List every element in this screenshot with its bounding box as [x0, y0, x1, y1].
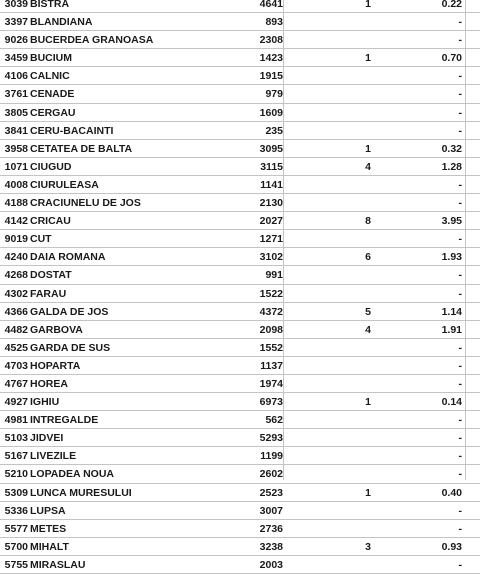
row-rate: 1.14 — [441, 305, 462, 318]
row-rate: - — [458, 178, 462, 191]
row-population: 893 — [265, 16, 283, 29]
row-code: 9019 — [4, 233, 28, 246]
row-rate: - — [458, 233, 462, 246]
row-locality-name: BISTRA — [30, 0, 70, 10]
row-population: 2130 — [259, 197, 283, 210]
table-row[interactable] — [0, 502, 480, 520]
row-population: 2003 — [259, 558, 283, 571]
row-code: 1071 — [4, 160, 28, 173]
table-row[interactable] — [0, 13, 480, 31]
row-cases: 1 — [365, 0, 371, 10]
row-rate: - — [458, 432, 462, 445]
row-code: 4142 — [4, 215, 28, 228]
row-locality-name: INTREGALDE — [30, 414, 99, 427]
row-population: 1974 — [259, 377, 283, 390]
row-rate: - — [458, 450, 462, 463]
row-locality-name: HOPARTA — [30, 359, 81, 372]
row-population: 979 — [265, 88, 283, 101]
row-cases: 8 — [365, 215, 371, 228]
row-rate: 0.40 — [441, 486, 462, 499]
table-row[interactable] — [0, 31, 480, 49]
row-code: 4927 — [4, 396, 28, 409]
table-row[interactable] — [0, 411, 480, 429]
row-rate: 1.93 — [441, 251, 462, 264]
row-locality-name: CRACIUNELU DE JOS — [30, 197, 141, 210]
row-code: 3761 — [4, 88, 28, 101]
table-row[interactable] — [0, 357, 480, 375]
row-rate: - — [458, 269, 462, 282]
row-cases: 4 — [365, 323, 371, 336]
row-cases: 5 — [365, 305, 371, 318]
row-locality-name: CENADE — [30, 88, 75, 101]
row-population: 1199 — [260, 450, 283, 463]
row-population: 5293 — [259, 432, 283, 445]
row-rate: - — [458, 468, 462, 481]
table-row[interactable] — [0, 465, 480, 483]
table-row[interactable] — [0, 158, 480, 176]
row-locality-name: CETATEA DE BALTA — [30, 142, 133, 155]
row-code: 5755 — [4, 558, 28, 571]
row-locality-name: CERU-BACAINTI — [30, 124, 114, 137]
row-code: 4302 — [4, 287, 28, 300]
table-row[interactable] — [0, 393, 480, 411]
row-rate: 0.22 — [441, 0, 462, 10]
row-rate: - — [458, 287, 462, 300]
row-code: 4188 — [4, 197, 28, 210]
row-cases: 6 — [365, 251, 371, 264]
row-rate: - — [458, 88, 462, 101]
row-population: 4372 — [259, 305, 283, 318]
row-rate: 0.32 — [441, 142, 462, 155]
row-rate: - — [458, 34, 462, 47]
row-locality-name: DOSTAT — [30, 269, 72, 282]
table-row[interactable] — [0, 339, 480, 357]
row-code: 5577 — [4, 522, 28, 535]
row-locality-name: BUCERDEA GRANOASA — [30, 34, 154, 47]
row-locality-name: CIURULEASA — [30, 178, 99, 191]
table-row[interactable] — [0, 484, 480, 502]
row-rate: - — [458, 414, 462, 427]
row-locality-name: CERGAU — [30, 106, 76, 119]
row-cases: 4 — [365, 160, 371, 173]
row-code: 4525 — [4, 341, 28, 354]
row-rate: - — [458, 16, 462, 29]
row-code: 5309 — [4, 486, 28, 499]
table-row[interactable] — [0, 321, 480, 339]
row-population: 4641 — [259, 0, 283, 10]
row-code: 3459 — [4, 52, 28, 65]
row-code: 4366 — [4, 305, 28, 318]
row-rate: 1.28 — [441, 160, 462, 173]
row-rate: - — [458, 558, 462, 571]
row-population: 3095 — [259, 142, 283, 155]
row-population: 1141 — [260, 178, 283, 191]
row-code: 5336 — [4, 504, 28, 517]
row-population: 1522 — [259, 287, 283, 300]
row-locality-name: LUNCA MURESULUI — [30, 486, 132, 499]
row-cases: 1 — [365, 142, 371, 155]
row-population: 2027 — [259, 215, 283, 228]
row-rate: 0.14 — [441, 396, 462, 409]
row-locality-name: LUPSA — [30, 504, 66, 517]
row-rate: - — [458, 359, 462, 372]
row-locality-name: DAIA ROMANA — [30, 251, 106, 264]
row-population: 1271 — [259, 233, 283, 246]
table-row[interactable] — [0, 556, 480, 574]
row-code: 4981 — [4, 414, 28, 427]
row-locality-name: CIUGUD — [30, 160, 72, 173]
row-code: 4008 — [4, 178, 28, 191]
table-row[interactable] — [0, 230, 480, 248]
row-locality-name: LOPADEA NOUA — [30, 468, 114, 481]
table-row[interactable] — [0, 303, 480, 321]
row-code: 4240 — [4, 251, 28, 264]
row-rate: - — [458, 106, 462, 119]
table-row[interactable] — [0, 212, 480, 230]
row-locality-name: BUCIUM — [30, 52, 72, 65]
row-population: 2736 — [259, 522, 283, 535]
row-rate: 0.93 — [441, 540, 462, 553]
row-code: 3397 — [4, 16, 28, 29]
row-locality-name: CRICAU — [30, 215, 71, 228]
table-row[interactable] — [0, 122, 480, 140]
table-row[interactable] — [0, 194, 480, 212]
row-rate: - — [458, 197, 462, 210]
row-population: 2098 — [259, 323, 283, 336]
row-population: 562 — [265, 414, 283, 427]
row-code: 5103 — [4, 432, 28, 445]
row-population: 1915 — [259, 70, 283, 83]
row-rate: - — [458, 504, 462, 517]
row-population: 3102 — [259, 251, 283, 264]
row-population: 3007 — [259, 504, 283, 517]
row-locality-name: FARAU — [30, 287, 67, 300]
row-population: 2308 — [259, 34, 283, 47]
row-rate: - — [458, 522, 462, 535]
row-cases: 1 — [365, 396, 371, 409]
table-row[interactable] — [0, 49, 480, 67]
row-population: 3115 — [260, 160, 283, 173]
row-locality-name: GALDA DE JOS — [30, 305, 109, 318]
row-code: 4482 — [4, 323, 28, 336]
row-rate: 3.95 — [441, 215, 462, 228]
table-row[interactable] — [0, 67, 480, 85]
row-code: 3805 — [4, 106, 28, 119]
row-rate: - — [458, 124, 462, 137]
row-code: 5167 — [4, 450, 28, 463]
row-code: 3039 — [4, 0, 28, 10]
row-population: 2602 — [259, 468, 283, 481]
table-row[interactable] — [0, 538, 480, 556]
row-population: 3238 — [259, 540, 283, 553]
row-locality-name: CUT — [30, 233, 52, 246]
table-row[interactable] — [0, 520, 480, 538]
row-code: 4268 — [4, 269, 28, 282]
row-locality-name: MIRASLAU — [30, 558, 86, 571]
row-cases: 1 — [365, 52, 371, 65]
row-locality-name: METES — [30, 522, 67, 535]
row-population: 1609 — [259, 106, 283, 119]
table-row[interactable] — [0, 375, 480, 393]
table-row[interactable] — [0, 140, 480, 158]
row-cases: 1 — [365, 486, 371, 499]
table-row[interactable] — [0, 248, 480, 266]
row-population: 1423 — [259, 52, 283, 65]
table-row[interactable] — [0, 266, 480, 284]
row-population: 6973 — [259, 396, 283, 409]
row-locality-name: HOREA — [30, 377, 68, 390]
row-locality-name: BLANDIANA — [30, 16, 93, 29]
row-code: 3958 — [4, 142, 28, 155]
row-locality-name: GARDA DE SUS — [30, 341, 111, 354]
row-code: 4106 — [4, 70, 28, 83]
row-rate: 0.70 — [441, 52, 462, 65]
row-code: 9026 — [4, 34, 28, 47]
table-row[interactable] — [0, 176, 480, 194]
table-row[interactable] — [0, 104, 480, 122]
row-code: 4767 — [4, 377, 28, 390]
table-row[interactable] — [0, 285, 480, 303]
row-rate: - — [458, 377, 462, 390]
row-rate: - — [458, 70, 462, 83]
row-locality-name: LIVEZILE — [30, 450, 77, 463]
row-code: 3841 — [4, 124, 28, 137]
row-code: 4703 — [4, 359, 28, 372]
row-population: 235 — [265, 124, 283, 137]
row-code: 5700 — [4, 540, 28, 553]
row-locality-name: JIDVEI — [30, 432, 64, 445]
row-rate: - — [458, 341, 462, 354]
row-population: 1137 — [260, 359, 283, 372]
table-row[interactable] — [0, 85, 480, 103]
row-population: 2523 — [259, 486, 283, 499]
row-locality-name: IGHIU — [30, 396, 60, 409]
row-rate: 1.91 — [441, 323, 462, 336]
row-population: 991 — [265, 269, 283, 282]
row-locality-name: GARBOVA — [30, 323, 83, 336]
row-cases: 3 — [365, 540, 371, 553]
table-row[interactable] — [0, 447, 480, 465]
table-row[interactable] — [0, 429, 480, 447]
table-row[interactable] — [0, 0, 480, 13]
row-locality-name: CALNIC — [30, 70, 70, 83]
row-locality-name: MIHALT — [30, 540, 69, 553]
row-population: 1552 — [259, 341, 283, 354]
row-code: 5210 — [4, 468, 28, 481]
